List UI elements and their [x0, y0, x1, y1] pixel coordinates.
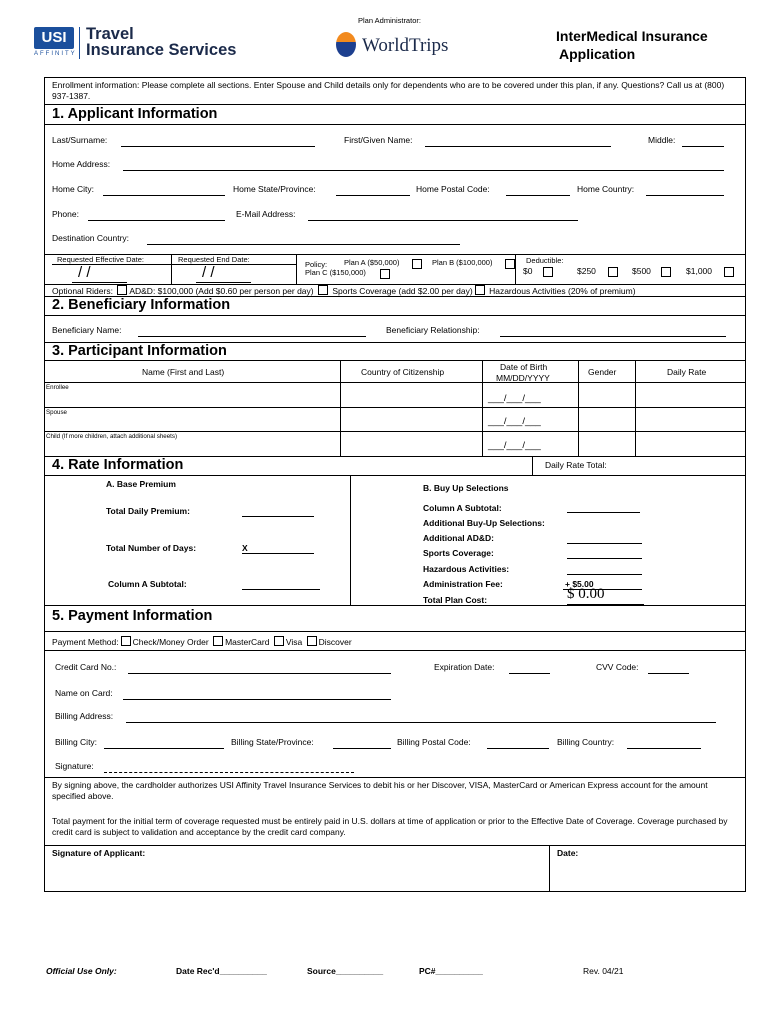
email-label: E-Mail Address: — [236, 209, 296, 219]
pc-field[interactable]: PC#__________ — [419, 966, 483, 976]
billing-state-field[interactable] — [333, 748, 391, 749]
plan-admin-label: Plan Administrator: — [358, 16, 421, 25]
exp-date-label: Expiration Date: — [434, 662, 495, 672]
divider — [171, 254, 172, 284]
exp-date-field[interactable] — [509, 673, 550, 674]
payment-method-label: Payment Method: — [52, 637, 119, 647]
effective-date-underline — [72, 282, 127, 283]
visa-checkbox[interactable] — [274, 636, 284, 646]
plan-c-checkbox[interactable] — [380, 269, 390, 279]
b-sports-label: Sports Coverage: — [423, 548, 494, 558]
col-a-subtotal-label: Column A Subtotal: — [108, 579, 187, 589]
cc-no-label: Credit Card No.: — [55, 662, 117, 672]
mastercard-label: MasterCard — [225, 637, 270, 647]
child-dob-field[interactable]: ___/___/___ — [488, 440, 541, 451]
cvv-label: CVV Code: — [596, 662, 639, 672]
beneficiary-name-label: Beneficiary Name: — [52, 325, 122, 335]
b-total-value: $ 0.00 — [567, 586, 605, 602]
divider — [44, 104, 746, 105]
date-label: Date: — [557, 848, 579, 858]
deductible-1000-checkbox[interactable] — [724, 267, 734, 277]
divider — [549, 845, 550, 892]
col-name-header: Name (First and Last) — [142, 367, 225, 377]
sig-applicant-field[interactable] — [46, 860, 546, 890]
last-name-field[interactable] — [121, 146, 315, 147]
section5-title: 5. Payment Information — [52, 608, 213, 624]
check-money-order-checkbox[interactable] — [121, 636, 131, 646]
authorize-text: By signing above, the cardholder authorizes USI Affinity Travel Insurance Services to debit his or her Discover, VISA, MasterCard or American Express account for the amount specified above. — [52, 780, 708, 801]
x-mark: X — [242, 543, 248, 553]
b-hazard-field[interactable] — [567, 574, 642, 575]
last-name-label: Last/Surname: — [52, 135, 108, 145]
source-field[interactable]: Source__________ — [307, 966, 384, 976]
signature-field[interactable] — [104, 772, 354, 773]
section1-title: 1. Applicant Information — [52, 106, 218, 122]
total-days-label: Total Number of Days: — [106, 543, 197, 553]
spouse-dob-field[interactable]: ___/___/___ — [488, 416, 541, 427]
policy-label: Policy: — [305, 260, 328, 269]
home-postal-field[interactable] — [506, 195, 570, 196]
billing-country-label: Billing Country: — [557, 737, 615, 747]
row-spouse-label: Spouse — [46, 409, 67, 416]
total-daily-premium-label: Total Daily Premium: — [106, 506, 190, 516]
divider — [482, 360, 483, 456]
plan-a-checkbox[interactable] — [412, 259, 422, 269]
name-on-card-field[interactable] — [123, 699, 391, 700]
affinity-text: AFFINITY — [34, 51, 77, 57]
destination-field[interactable] — [147, 244, 460, 245]
name-on-card-label: Name on Card: — [55, 688, 113, 698]
home-country-label: Home Country: — [577, 184, 635, 194]
beneficiary-relationship-field[interactable] — [500, 336, 726, 337]
email-field[interactable] — [308, 220, 578, 221]
req-effective-label: Requested Effective Date: — [57, 255, 144, 264]
divider — [44, 605, 746, 606]
cc-no-field[interactable] — [128, 673, 391, 674]
section2-title: 2. Beneficiary Information — [52, 297, 231, 313]
divider — [44, 431, 746, 432]
home-city-label: Home City: — [52, 184, 95, 194]
divider — [296, 254, 297, 284]
b-add-field[interactable] — [567, 543, 642, 544]
divider — [44, 254, 746, 255]
billing-city-field[interactable] — [104, 748, 224, 749]
date-recd-field[interactable]: Date Rec'd__________ — [176, 966, 267, 976]
divider — [44, 124, 746, 125]
divider — [44, 650, 746, 651]
home-country-field[interactable] — [646, 195, 724, 196]
divider — [350, 475, 351, 605]
beneficiary-relationship-label: Beneficiary Relationship: — [386, 325, 480, 335]
billing-address-field[interactable] — [126, 722, 716, 723]
divider — [44, 360, 746, 361]
req-end-label: Requested End Date: — [178, 255, 250, 264]
billing-postal-field[interactable] — [487, 748, 549, 749]
b-col-a-field[interactable] — [567, 512, 640, 513]
billing-city-label: Billing City: — [55, 737, 98, 747]
divider — [44, 382, 746, 383]
title-line1: InterMedical Insurance — [556, 28, 708, 44]
destination-label: Destination Country: — [52, 233, 130, 243]
middle-field[interactable] — [682, 146, 724, 147]
official-use-label: Official Use Only: — [46, 966, 117, 976]
plan-b-label: Plan B ($100,000) — [432, 258, 493, 267]
hazard-rider-label: Hazardous Activities (20% of premium) — [489, 286, 636, 296]
phone-field[interactable] — [88, 220, 225, 221]
divider — [44, 777, 746, 778]
col-gender-header: Gender — [588, 367, 617, 377]
section4-title: 4. Rate Information — [52, 457, 184, 473]
divider — [578, 360, 579, 456]
usi-logo — [34, 27, 74, 49]
billing-state-label: Billing State/Province: — [231, 737, 314, 747]
row-child-label: Child (If more children, attach additional sheets) — [46, 433, 178, 440]
effective-date-field[interactable]: / / — [78, 264, 91, 281]
hazard-rider-checkbox[interactable] — [475, 285, 485, 295]
worldtrips-logo: WorldTrips — [362, 35, 449, 56]
end-date-underline — [196, 282, 251, 283]
billing-address-label: Billing Address: — [55, 711, 114, 721]
home-city-field[interactable] — [103, 195, 225, 196]
title-line2: Application — [559, 46, 636, 62]
total-days-field[interactable] — [242, 553, 314, 554]
total-payment-text: Total payment for the initial term of coverage requested must be entirely paid in U.S. dollars at time of application or prior to the Effective Date of Coverage. Coverage purchased by credit card is subject to validation and acceptance by the credit card company. — [52, 816, 728, 837]
b-add-label: Additional AD&D: — [423, 533, 494, 543]
mastercard-checkbox[interactable] — [213, 636, 223, 646]
deductible-label: Deductible: — [526, 256, 564, 265]
home-state-field[interactable] — [336, 195, 410, 196]
buy-up-title: B. Buy Up Selections — [423, 483, 509, 493]
first-name-label: First/Given Name: — [344, 135, 413, 145]
home-address-field[interactable] — [123, 170, 724, 171]
deductible-500-label: $500 — [632, 266, 651, 276]
divider — [532, 456, 533, 475]
add-rider-checkbox[interactable] — [117, 285, 127, 295]
col-a-subtotal-field[interactable] — [242, 589, 320, 590]
row-enrollee-label: Enrollee — [46, 384, 69, 391]
total-daily-premium-field[interactable] — [242, 516, 314, 517]
section3-title: 3. Participant Information — [52, 343, 227, 359]
b-additional-label: Additional Buy-Up Selections: — [423, 518, 545, 528]
brand-divider — [79, 27, 80, 59]
plan-a-label: Plan A ($50,000) — [344, 258, 400, 267]
visa-label: Visa — [285, 637, 303, 647]
cvv-field[interactable] — [648, 673, 689, 674]
col-dob-header-2: MM/DD/YYYY — [496, 373, 550, 383]
plan-b-checkbox[interactable] — [505, 259, 515, 269]
phone-label: Phone: — [52, 209, 79, 219]
sports-rider-label: Sports Coverage (add $2.00 per day) — [332, 286, 473, 296]
optional-riders-row — [52, 285, 636, 296]
end-date-field[interactable]: / / — [202, 264, 215, 281]
rev-label: Rev. 04/21 — [583, 966, 624, 976]
brand-line2: Insurance Services — [86, 41, 237, 59]
deductible-250-checkbox[interactable] — [608, 267, 618, 277]
b-sports-field[interactable] — [567, 558, 642, 559]
worldtrips-globe-icon — [336, 32, 356, 57]
billing-country-field[interactable] — [627, 748, 701, 749]
billing-postal-label: Billing Postal Code: — [397, 737, 471, 747]
divider — [515, 254, 516, 284]
date-field[interactable] — [552, 860, 742, 890]
b-total-label: Total Plan Cost: — [423, 595, 488, 605]
daily-rate-total-label: Daily Rate Total: — [545, 460, 607, 470]
home-address-label: Home Address: — [52, 159, 111, 169]
usi-logo-text: USI — [41, 29, 67, 46]
add-rider-label: AD&D: $100,000 (Add $0.60 per person per day) — [129, 286, 314, 296]
deductible-1000-label: $1,000 — [686, 266, 712, 276]
sports-rider-checkbox[interactable] — [318, 285, 328, 295]
deductible-0-label: $0 — [523, 266, 533, 276]
intro-text: Enrollment information: Please complete all sections. Enter Spouse and Child details only for dependents who are to be covered under this plan, if any. Questions? Call us at (800) 937-1387. — [52, 80, 725, 101]
brand-line1: Travel — [86, 25, 134, 43]
divider — [44, 315, 746, 316]
first-name-field[interactable] — [425, 146, 611, 147]
middle-label: Middle: — [648, 135, 676, 145]
col-country-header: Country of Citizenship — [361, 367, 445, 377]
riders-label: Optional Riders: — [52, 286, 113, 296]
beneficiary-name-field[interactable] — [138, 336, 366, 337]
col-dob-header-1: Date of Birth — [500, 362, 548, 372]
divider — [44, 407, 746, 408]
sig-applicant-label: Signature of Applicant: — [52, 848, 146, 858]
discover-checkbox[interactable] — [307, 636, 317, 646]
home-postal-label: Home Postal Code: — [416, 184, 490, 194]
base-premium-title: A. Base Premium — [106, 479, 176, 489]
deductible-250-label: $250 — [577, 266, 596, 276]
discover-label: Discover — [318, 637, 352, 647]
payment-method-row — [52, 636, 352, 647]
divider — [340, 360, 341, 456]
col-rate-header: Daily Rate — [667, 367, 707, 377]
signature-label: Signature: — [55, 761, 94, 771]
divider — [635, 360, 636, 456]
divider — [44, 845, 746, 846]
b-admin-value: + $5.00 — [565, 579, 594, 589]
b-col-a-label: Column A Subtotal: — [423, 503, 502, 513]
home-state-label: Home State/Province: — [233, 184, 316, 194]
divider — [44, 475, 746, 476]
deductible-500-checkbox[interactable] — [661, 267, 671, 277]
b-admin-label: Administration Fee: — [423, 579, 503, 589]
divider — [44, 631, 746, 632]
deductible-0-checkbox[interactable] — [543, 267, 553, 277]
b-hazard-label: Hazardous Activities: — [423, 564, 510, 574]
enrollee-dob-field[interactable]: ___/___/___ — [488, 393, 541, 404]
plan-c-label: Plan C ($150,000) — [305, 268, 366, 277]
check-money-order-label: Check/Money Order — [132, 637, 209, 647]
